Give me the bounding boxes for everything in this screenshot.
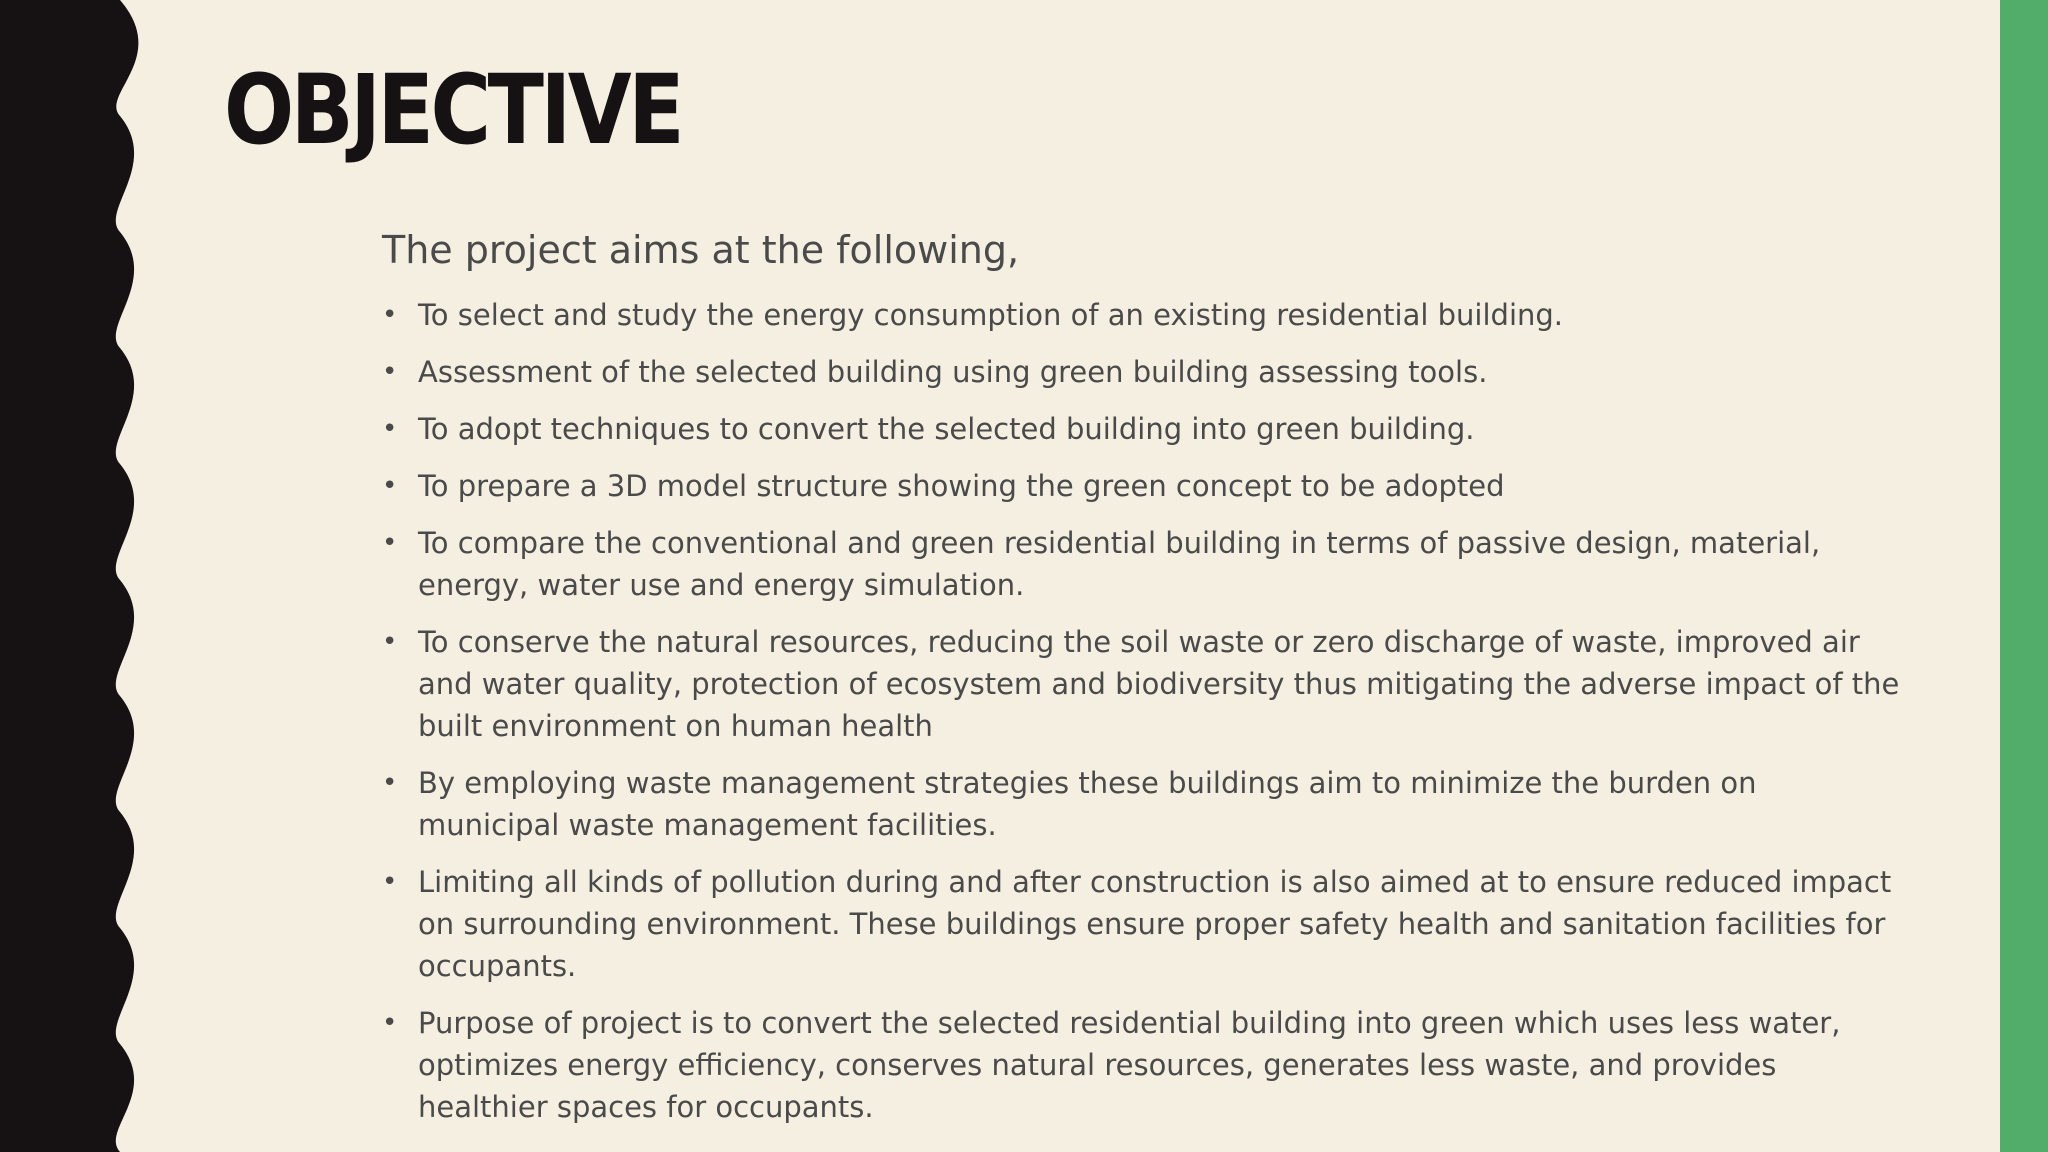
- objective-item-text: By employing waste management strategies these buildings aim to minimize the burden on municipal waste management facilities.: [418, 766, 1757, 842]
- green-accent-bar: [2000, 0, 2048, 1152]
- objective-item: [382, 465, 1902, 507]
- objective-item: [382, 762, 1902, 846]
- objective-item: [382, 861, 1902, 987]
- objective-item-text: Purpose of project is to convert the selected residential building into green which uses less water, optimizes energy efficiency, conserves natural resources, generates less waste, and provides healthier spaces for occupants.: [418, 1006, 1841, 1124]
- objective-item-text: To prepare a 3D model structure showing the green concept to be adopted: [418, 469, 1505, 503]
- objective-item-text: To adopt techniques to convert the selected building into green building.: [418, 412, 1475, 446]
- intro-text: The project aims at the following,: [382, 228, 1020, 272]
- bullet-dot-icon: •: [382, 768, 398, 798]
- objective-list: [382, 294, 1902, 1128]
- objective-item: [382, 1002, 1902, 1128]
- bullet-dot-icon: •: [382, 867, 398, 897]
- bullet-dot-icon: •: [382, 528, 398, 558]
- bullet-dot-icon: •: [382, 471, 398, 501]
- objective-item-text: Limiting all kinds of pollution during and after construction is also aimed at to ensure reduced impact on surrounding environment. These buildings ensure proper safety health and sanitation facilities for occupants.: [418, 865, 1892, 983]
- wavy-left-border: [0, 0, 160, 1152]
- bullet-dot-icon: •: [382, 414, 398, 444]
- bullet-dot-icon: •: [382, 1008, 398, 1038]
- objective-item-text: To select and study the energy consumption of an existing residential building.: [418, 298, 1564, 332]
- bullet-dot-icon: •: [382, 627, 398, 657]
- slide-title: OBJECTIVE: [224, 54, 682, 166]
- objective-item: [382, 408, 1902, 450]
- objective-item-text: To conserve the natural resources, reducing the soil waste or zero discharge of waste, improved air and water quality, protection of ecosystem and biodiversity thus mitigating the adverse impact of the built environment on human health: [418, 625, 1900, 743]
- objective-item: [382, 522, 1902, 606]
- objective-item: [382, 621, 1902, 747]
- objective-item-text: Assessment of the selected building using green building assessing tools.: [418, 355, 1488, 389]
- objective-item: [382, 351, 1902, 393]
- objective-item: [382, 294, 1902, 336]
- bullet-dot-icon: •: [382, 357, 398, 387]
- bullet-dot-icon: •: [382, 300, 398, 330]
- slide-content: [382, 222, 1902, 1143]
- objective-item-text: To compare the conventional and green residential building in terms of passive design, material, energy, water use and energy simulation.: [418, 526, 1821, 602]
